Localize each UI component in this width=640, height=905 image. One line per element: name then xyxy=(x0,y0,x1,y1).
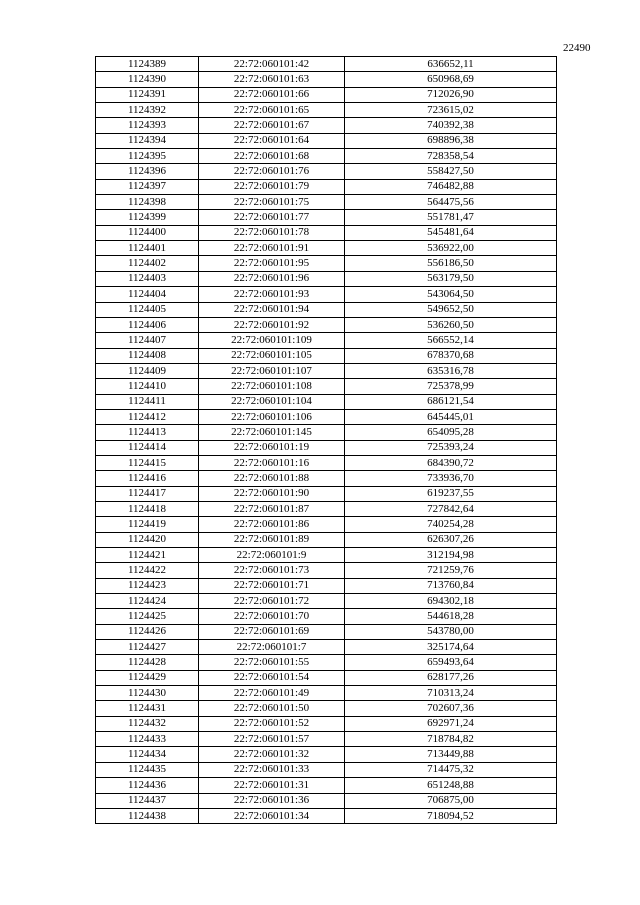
row-number-cell: 1124396 xyxy=(96,164,199,179)
cadastral-value-cell: 733936,70 xyxy=(345,471,557,486)
cadastral-number-cell: 22:72:060101:91 xyxy=(199,241,345,256)
cadastral-value-cell: 549652,50 xyxy=(345,302,557,317)
cadastral-value-cell: 659493,64 xyxy=(345,655,557,670)
table-row xyxy=(96,394,557,409)
cadastral-value-cell: 740254,28 xyxy=(345,517,557,532)
cadastral-number-cell: 22:72:060101:34 xyxy=(199,808,345,823)
table-row xyxy=(96,210,557,225)
row-number-cell: 1124409 xyxy=(96,363,199,378)
cadastral-number-cell: 22:72:060101:50 xyxy=(199,701,345,716)
cadastral-value-cell: 566552,14 xyxy=(345,333,557,348)
table-row xyxy=(96,701,557,716)
table-row xyxy=(96,179,557,194)
table-row xyxy=(96,287,557,302)
table-row xyxy=(96,793,557,808)
row-number-cell: 1124392 xyxy=(96,103,199,118)
cadastral-number-cell: 22:72:060101:75 xyxy=(199,195,345,210)
cadastral-number-cell: 22:72:060101:79 xyxy=(199,179,345,194)
row-number-cell: 1124423 xyxy=(96,578,199,593)
row-number-cell: 1124389 xyxy=(96,57,199,72)
cadastral-number-cell: 22:72:060101:78 xyxy=(199,225,345,240)
cadastral-value-cell: 710313,24 xyxy=(345,686,557,701)
cadastral-number-cell: 22:72:060101:96 xyxy=(199,271,345,286)
cadastral-value-cell: 713449,88 xyxy=(345,747,557,762)
row-number-cell: 1124425 xyxy=(96,609,199,624)
cadastral-number-cell: 22:72:060101:19 xyxy=(199,440,345,455)
row-number-cell: 1124429 xyxy=(96,670,199,685)
cadastral-number-cell: 22:72:060101:72 xyxy=(199,594,345,609)
table-row xyxy=(96,486,557,501)
cadastral-value-cell: 727842,64 xyxy=(345,501,557,516)
cadastral-number-cell: 22:72:060101:71 xyxy=(199,578,345,593)
table-row xyxy=(96,103,557,118)
cadastral-number-cell: 22:72:060101:107 xyxy=(199,363,345,378)
cadastral-number-cell: 22:72:060101:64 xyxy=(199,133,345,148)
cadastral-number-cell: 22:72:060101:88 xyxy=(199,471,345,486)
table-row xyxy=(96,686,557,701)
page-number: 22490 xyxy=(563,42,591,54)
cadastral-number-cell: 22:72:060101:49 xyxy=(199,686,345,701)
cadastral-value-cell: 551781,47 xyxy=(345,210,557,225)
table-row xyxy=(96,471,557,486)
cadastral-value-cell: 325174,64 xyxy=(345,640,557,655)
cadastral-value-cell: 718784,82 xyxy=(345,732,557,747)
cadastral-number-cell: 22:72:060101:86 xyxy=(199,517,345,532)
table-row xyxy=(96,379,557,394)
row-number-cell: 1124401 xyxy=(96,241,199,256)
cadastral-value-cell: 556186,50 xyxy=(345,256,557,271)
table-row xyxy=(96,164,557,179)
cadastral-value-cell: 544618,28 xyxy=(345,609,557,624)
cadastral-number-cell: 22:72:060101:63 xyxy=(199,72,345,87)
cadastral-value-cell: 684390,72 xyxy=(345,455,557,470)
cadastral-number-cell: 22:72:060101:105 xyxy=(199,348,345,363)
cadastral-number-cell: 22:72:060101:109 xyxy=(199,333,345,348)
table-row xyxy=(96,149,557,164)
cadastral-value-cell: 558427,50 xyxy=(345,164,557,179)
table-row xyxy=(96,762,557,777)
row-number-cell: 1124393 xyxy=(96,118,199,133)
cadastral-number-cell: 22:72:060101:145 xyxy=(199,425,345,440)
cadastral-number-cell: 22:72:060101:66 xyxy=(199,87,345,102)
cadastral-value-cell: 692971,24 xyxy=(345,716,557,731)
row-number-cell: 1124431 xyxy=(96,701,199,716)
row-number-cell: 1124411 xyxy=(96,394,199,409)
cadastral-number-cell: 22:72:060101:57 xyxy=(199,732,345,747)
table-row xyxy=(96,578,557,593)
cadastral-number-cell: 22:72:060101:52 xyxy=(199,716,345,731)
cadastral-value-cell: 626307,26 xyxy=(345,532,557,547)
row-number-cell: 1124430 xyxy=(96,686,199,701)
cadastral-value-cell: 718094,52 xyxy=(345,808,557,823)
cadastral-number-cell: 22:72:060101:92 xyxy=(199,317,345,332)
row-number-cell: 1124434 xyxy=(96,747,199,762)
cadastral-value-cell: 651248,88 xyxy=(345,778,557,793)
table-row xyxy=(96,363,557,378)
table-row xyxy=(96,195,557,210)
cadastral-number-cell: 22:72:060101:33 xyxy=(199,762,345,777)
cadastral-number-cell: 22:72:060101:87 xyxy=(199,501,345,516)
cadastral-number-cell: 22:72:060101:67 xyxy=(199,118,345,133)
row-number-cell: 1124428 xyxy=(96,655,199,670)
cadastral-value-cell: 694302,18 xyxy=(345,594,557,609)
cadastral-number-cell: 22:72:060101:106 xyxy=(199,409,345,424)
row-number-cell: 1124416 xyxy=(96,471,199,486)
cadastral-value-cell: 740392,38 xyxy=(345,118,557,133)
row-number-cell: 1124413 xyxy=(96,425,199,440)
row-number-cell: 1124436 xyxy=(96,778,199,793)
row-number-cell: 1124427 xyxy=(96,640,199,655)
cadastral-value-cell: 312194,98 xyxy=(345,548,557,563)
cadastral-value-table xyxy=(95,56,557,824)
table-row xyxy=(96,87,557,102)
table-row xyxy=(96,133,557,148)
cadastral-value-cell: 712026,90 xyxy=(345,87,557,102)
cadastral-value-cell: 723615,02 xyxy=(345,103,557,118)
row-number-cell: 1124419 xyxy=(96,517,199,532)
table-row xyxy=(96,317,557,332)
cadastral-value-cell: 536922,00 xyxy=(345,241,557,256)
row-number-cell: 1124402 xyxy=(96,256,199,271)
table-row xyxy=(96,808,557,823)
cadastral-value-cell: 678370,68 xyxy=(345,348,557,363)
row-number-cell: 1124405 xyxy=(96,302,199,317)
table-row xyxy=(96,594,557,609)
cadastral-number-cell: 22:72:060101:89 xyxy=(199,532,345,547)
row-number-cell: 1124400 xyxy=(96,225,199,240)
cadastral-number-cell: 22:72:060101:108 xyxy=(199,379,345,394)
cadastral-number-cell: 22:72:060101:94 xyxy=(199,302,345,317)
row-number-cell: 1124404 xyxy=(96,287,199,302)
table-row xyxy=(96,271,557,286)
table-row xyxy=(96,118,557,133)
table-row xyxy=(96,732,557,747)
cadastral-number-cell: 22:72:060101:7 xyxy=(199,640,345,655)
cadastral-value-cell: 721259,76 xyxy=(345,563,557,578)
row-number-cell: 1124438 xyxy=(96,808,199,823)
cadastral-number-cell: 22:72:060101:65 xyxy=(199,103,345,118)
cadastral-value-cell: 536260,50 xyxy=(345,317,557,332)
table-row xyxy=(96,778,557,793)
cadastral-value-cell: 645445,01 xyxy=(345,409,557,424)
cadastral-number-cell: 22:72:060101:32 xyxy=(199,747,345,762)
table-row xyxy=(96,302,557,317)
cadastral-value-cell: 563179,50 xyxy=(345,271,557,286)
table-row xyxy=(96,455,557,470)
row-number-cell: 1124412 xyxy=(96,409,199,424)
row-number-cell: 1124422 xyxy=(96,563,199,578)
table-row xyxy=(96,517,557,532)
cadastral-number-cell: 22:72:060101:55 xyxy=(199,655,345,670)
cadastral-number-cell: 22:72:060101:93 xyxy=(199,287,345,302)
row-number-cell: 1124390 xyxy=(96,72,199,87)
cadastral-value-cell: 619237,55 xyxy=(345,486,557,501)
table-row xyxy=(96,409,557,424)
table-row xyxy=(96,256,557,271)
cadastral-value-cell: 686121,54 xyxy=(345,394,557,409)
row-number-cell: 1124417 xyxy=(96,486,199,501)
cadastral-value-cell: 746482,88 xyxy=(345,179,557,194)
table-row xyxy=(96,225,557,240)
cadastral-value-cell: 706875,00 xyxy=(345,793,557,808)
cadastral-value-cell: 728358,54 xyxy=(345,149,557,164)
table-row xyxy=(96,548,557,563)
row-number-cell: 1124406 xyxy=(96,317,199,332)
cadastral-value-cell: 545481,64 xyxy=(345,225,557,240)
table-row xyxy=(96,57,557,72)
row-number-cell: 1124399 xyxy=(96,210,199,225)
row-number-cell: 1124421 xyxy=(96,548,199,563)
row-number-cell: 1124398 xyxy=(96,195,199,210)
table-body xyxy=(96,57,557,824)
table-row xyxy=(96,501,557,516)
cadastral-number-cell: 22:72:060101:16 xyxy=(199,455,345,470)
table-row xyxy=(96,72,557,87)
table-row xyxy=(96,563,557,578)
cadastral-value-cell: 713760,84 xyxy=(345,578,557,593)
table-row xyxy=(96,609,557,624)
cadastral-number-cell: 22:72:060101:36 xyxy=(199,793,345,808)
cadastral-number-cell: 22:72:060101:70 xyxy=(199,609,345,624)
table-row xyxy=(96,655,557,670)
cadastral-number-cell: 22:72:060101:90 xyxy=(199,486,345,501)
cadastral-number-cell: 22:72:060101:54 xyxy=(199,670,345,685)
row-number-cell: 1124420 xyxy=(96,532,199,547)
row-number-cell: 1124418 xyxy=(96,501,199,516)
row-number-cell: 1124433 xyxy=(96,732,199,747)
row-number-cell: 1124414 xyxy=(96,440,199,455)
row-number-cell: 1124407 xyxy=(96,333,199,348)
cadastral-value-cell: 543780,00 xyxy=(345,624,557,639)
table-row xyxy=(96,640,557,655)
cadastral-number-cell: 22:72:060101:95 xyxy=(199,256,345,271)
cadastral-value-cell: 725378,99 xyxy=(345,379,557,394)
table-row xyxy=(96,747,557,762)
table-row xyxy=(96,624,557,639)
row-number-cell: 1124395 xyxy=(96,149,199,164)
cadastral-value-cell: 543064,50 xyxy=(345,287,557,302)
cadastral-value-cell: 725393,24 xyxy=(345,440,557,455)
cadastral-value-cell: 628177,26 xyxy=(345,670,557,685)
cadastral-value-cell: 635316,78 xyxy=(345,363,557,378)
row-number-cell: 1124410 xyxy=(96,379,199,394)
row-number-cell: 1124424 xyxy=(96,594,199,609)
cadastral-number-cell: 22:72:060101:76 xyxy=(199,164,345,179)
table-row xyxy=(96,440,557,455)
cadastral-value-cell: 698896,38 xyxy=(345,133,557,148)
row-number-cell: 1124397 xyxy=(96,179,199,194)
row-number-cell: 1124426 xyxy=(96,624,199,639)
table-row xyxy=(96,716,557,731)
cadastral-value-cell: 650968,69 xyxy=(345,72,557,87)
row-number-cell: 1124403 xyxy=(96,271,199,286)
row-number-cell: 1124432 xyxy=(96,716,199,731)
cadastral-number-cell: 22:72:060101:9 xyxy=(199,548,345,563)
row-number-cell: 1124435 xyxy=(96,762,199,777)
row-number-cell: 1124415 xyxy=(96,455,199,470)
cadastral-number-cell: 22:72:060101:42 xyxy=(199,57,345,72)
row-number-cell: 1124394 xyxy=(96,133,199,148)
row-number-cell: 1124408 xyxy=(96,348,199,363)
cadastral-value-cell: 564475,56 xyxy=(345,195,557,210)
cadastral-value-cell: 654095,28 xyxy=(345,425,557,440)
row-number-cell: 1124391 xyxy=(96,87,199,102)
table-row xyxy=(96,425,557,440)
table-row xyxy=(96,241,557,256)
cadastral-number-cell: 22:72:060101:73 xyxy=(199,563,345,578)
cadastral-number-cell: 22:72:060101:77 xyxy=(199,210,345,225)
cadastral-value-cell: 702607,36 xyxy=(345,701,557,716)
cadastral-value-cell: 636652,11 xyxy=(345,57,557,72)
cadastral-number-cell: 22:72:060101:104 xyxy=(199,394,345,409)
row-number-cell: 1124437 xyxy=(96,793,199,808)
cadastral-number-cell: 22:72:060101:31 xyxy=(199,778,345,793)
table-row xyxy=(96,333,557,348)
table-row xyxy=(96,348,557,363)
cadastral-number-cell: 22:72:060101:68 xyxy=(199,149,345,164)
table-row xyxy=(96,670,557,685)
cadastral-value-cell: 714475,32 xyxy=(345,762,557,777)
table-row xyxy=(96,532,557,547)
cadastral-number-cell: 22:72:060101:69 xyxy=(199,624,345,639)
